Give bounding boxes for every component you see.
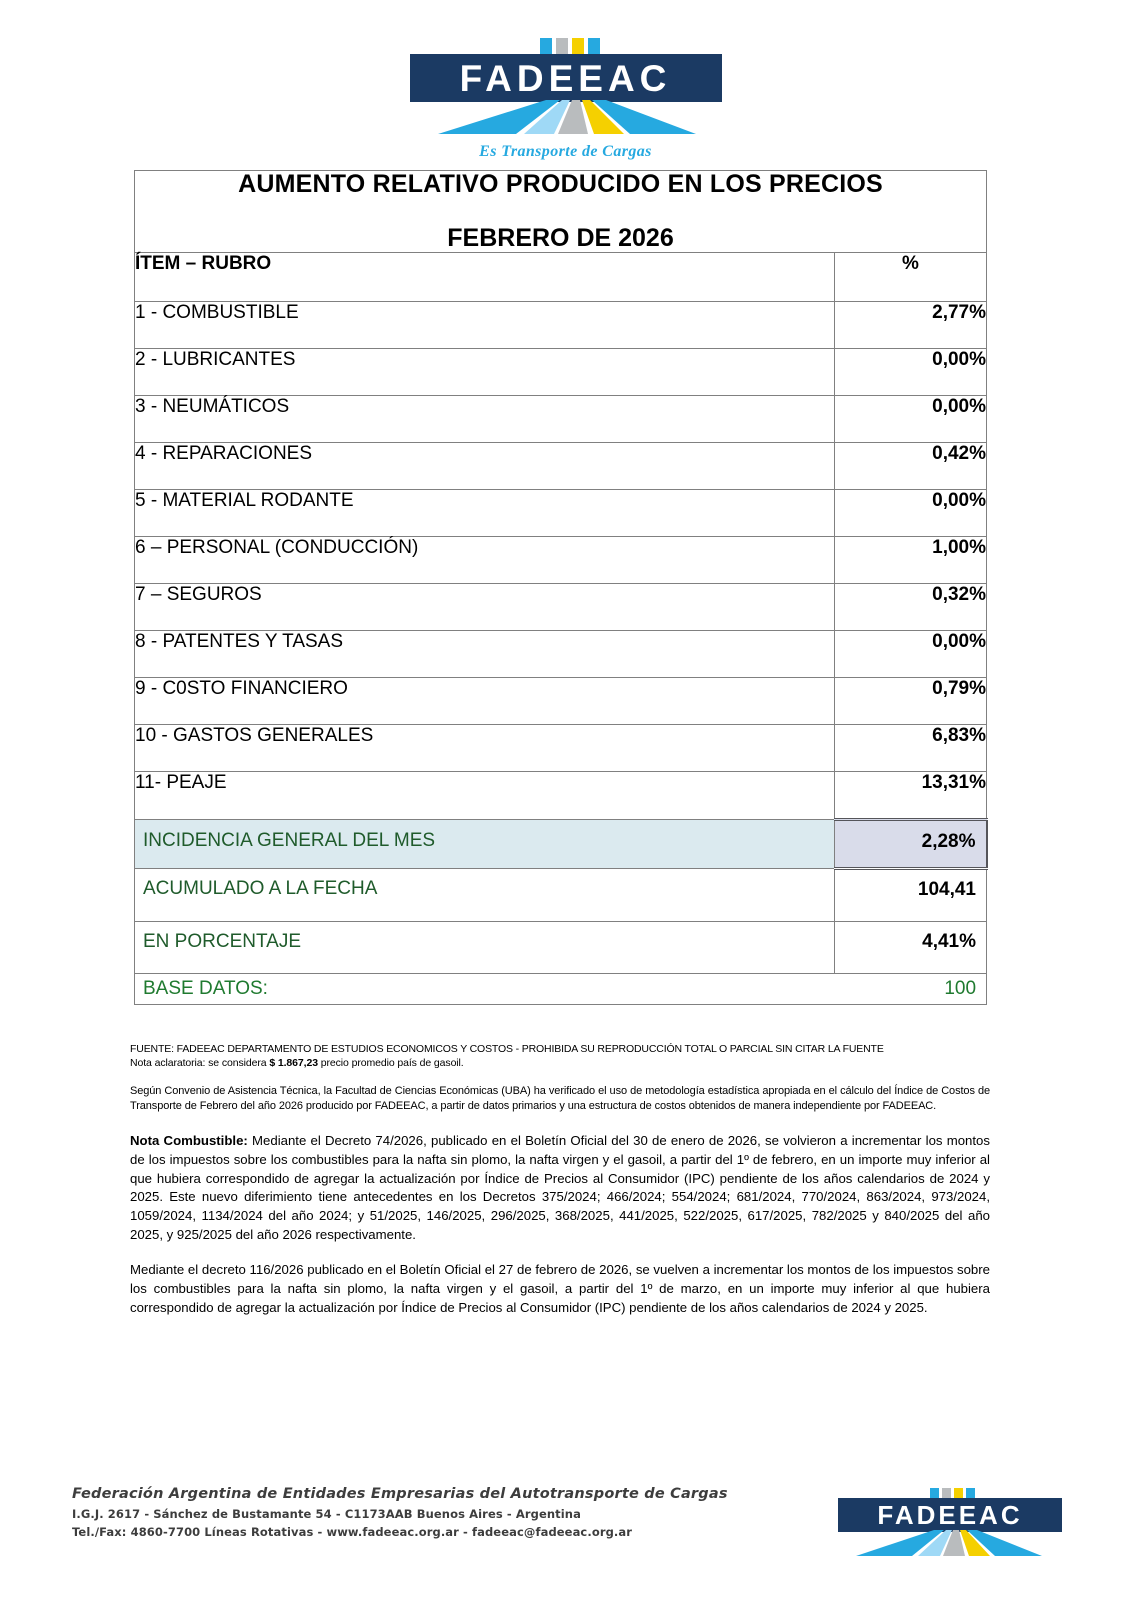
- row-value: 0,00%: [835, 489, 987, 536]
- footer-logo-road-icon: [850, 1530, 1050, 1556]
- note-clarification-pre: Nota aclaratoria: se considera: [130, 1057, 270, 1070]
- table-row: [135, 301, 987, 348]
- footer-org-name: Federación Argentina de Entidades Empresarias del Autotransporte de Cargas: [72, 1486, 728, 1502]
- table-row: [135, 489, 987, 536]
- logo-tagline: Es Transporte de Cargas: [479, 143, 652, 160]
- summary-value-incidencia: 2,28%: [835, 819, 987, 868]
- summary-label-incidencia: INCIDENCIA GENERAL DEL MES: [135, 819, 835, 868]
- footer-phone-web: Tel./Fax: 4860-7700 Líneas Rotativas - www.fadeeac.org.ar - fadeeac@fadeeac.org.ar: [72, 1525, 633, 1539]
- summary-value-acumulado: 104,41: [835, 868, 987, 921]
- page-footer: [72, 1486, 1062, 1564]
- row-value: 1,00%: [835, 536, 987, 583]
- table-row: [135, 395, 987, 442]
- table-row: [135, 442, 987, 489]
- row-label: 7 – SEGUROS: [135, 583, 835, 630]
- report-period: FEBRERO DE 2026: [447, 224, 674, 253]
- logo-wordmark: FADEEAC: [459, 57, 672, 99]
- row-label: 11- PEAJE: [135, 771, 835, 819]
- row-label: 6 – PERSONAL (CONDUCCIÓN): [135, 536, 835, 583]
- row-value: 2,77%: [835, 301, 987, 348]
- table-row: [135, 771, 987, 819]
- row-value: 6,83%: [835, 724, 987, 771]
- row-value: 0,79%: [835, 677, 987, 724]
- note-fuel-body: Mediante el Decreto 74/2026, publicado en el Boletín Oficial del 30 de enero de 2026, se volvieron a incrementar los montos de los impuestos sobre los combustibles para la nafta sin plomo, la nafta virgen y el gasoil, a partir del 1º de febrero, en un importe muy inferior al que hubiera correspondido de agregar la actualización por Índice de Precios al Consumidor (IPC) pendiente de los años calendarios de 2024 y 2025. Este nuevo diferimiento tiene antecedentes en los Decretos 375/2024; 466/2024; 554/2024; 681/2024, 770/2024, 863/2024, 973/2024, 1059/2024, 1134/2024 del año 2024; y 51/2025, 146/2025, 296/2025, 368/2025, 441/2025, 522/2025, 617/2025, 782/2025 y 840/2025 del año 2025, y 925/2025 del año 2026 respectivamente.: [130, 1133, 990, 1242]
- summary-value-base-datos: 100: [835, 973, 987, 1004]
- summary-row-acumulado: [135, 868, 987, 921]
- table-row: [135, 348, 987, 395]
- note-fuel: [130, 1132, 990, 1244]
- note-source: FUENTE: FADEEAC DEPARTAMENTO DE ESTUDIOS ECONOMICOS Y COSTOS - PROHIBIDA SU REPRODUCCIÓN TOTAL O PARCIAL SIN CITAR LA FUENTE: [130, 1043, 884, 1055]
- fadeeac-logo: [410, 38, 722, 133]
- summary-value-porcentaje: 4,41%: [835, 921, 987, 973]
- row-value: 0,00%: [835, 395, 987, 442]
- footer-fadeeac-logo: [838, 1488, 1062, 1564]
- row-label: 5 - MATERIAL RODANTE: [135, 489, 835, 536]
- row-label: 10 - GASTOS GENERALES: [135, 724, 835, 771]
- table-row: [135, 536, 987, 583]
- note-clarification-amount: $ 1.867,23: [269, 1057, 318, 1070]
- row-label: 4 - REPARACIONES: [135, 442, 835, 489]
- column-header-percent: %: [835, 252, 987, 301]
- footer-address: I.G.J. 2617 - Sánchez de Bustamante 54 - C1173AAB Buenos Aires - Argentina: [72, 1507, 581, 1521]
- header-logo: [0, 38, 1131, 161]
- row-label: 1 - COMBUSTIBLE: [135, 301, 835, 348]
- note-uba: Según Convenio de Asistencia Técnica, la Facultad de Ciencias Económicas (UBA) ha verificado el uso de metodología estadística apropiada en el cálculo del Índice de Costos de Transporte de Febrero del año 2026 producido por FADEEAC, a partir de datos primarios y una estructura de costos obtenidos de manera independiente por FADEEAC.: [130, 1085, 990, 1113]
- note-clarification-post: precio promedio país de gasoil.: [317, 1057, 464, 1070]
- table-row: [135, 630, 987, 677]
- note-clarification: [130, 1056, 990, 1070]
- row-label: 9 - C0STO FINANCIERO: [135, 677, 835, 724]
- footer-logo-wordmark-bar: [838, 1498, 1062, 1532]
- table-row: [135, 677, 987, 724]
- row-label: 3 - NEUMÁTICOS: [135, 395, 835, 442]
- summary-row-base-datos: [135, 973, 987, 1004]
- table-row: [135, 724, 987, 771]
- row-label: 2 - LUBRICANTES: [135, 348, 835, 395]
- note-fuel-second: Mediante el decreto 116/2026 publicado en el Boletín Oficial el 27 de febrero de 2026, se vuelven a incrementar los montos de los impuestos sobre los combustibles para la nafta sin plomo, la nafta virgen y el gasoil, a partir del 1º de marzo, en un importe muy inferior al que hubiera correspondido de agregar la actualización por Índice de Precios al Consumidor (IPC) pendiente de los años calendarios de 2024 y 2025.: [130, 1262, 990, 1315]
- notes-section: [130, 1042, 990, 1318]
- footer-contact-block: [72, 1486, 728, 1543]
- table-title-row: [135, 171, 987, 253]
- page-title: AUMENTO RELATIVO PRODUCIDO EN LOS PRECIOS: [238, 170, 883, 198]
- summary-row-porcentaje: [135, 921, 987, 973]
- report-title-cell: [135, 171, 987, 253]
- row-value: 0,00%: [835, 630, 987, 677]
- table-header-row: [135, 252, 987, 301]
- row-label: 8 - PATENTES Y TASAS: [135, 630, 835, 677]
- row-value: 0,42%: [835, 442, 987, 489]
- price-increase-table: [134, 170, 988, 1005]
- note-fuel-label: Nota Combustible:: [130, 1133, 248, 1149]
- summary-label-acumulado: ACUMULADO A LA FECHA: [135, 868, 835, 921]
- logo-wordmark-bar: [410, 54, 722, 102]
- footer-logo-wordmark: FADEEAC: [877, 1500, 1023, 1530]
- summary-row-incidencia: [135, 819, 987, 868]
- row-value: 0,32%: [835, 583, 987, 630]
- logo-road-icon: [428, 100, 708, 134]
- summary-label-porcentaje: EN PORCENTAJE: [135, 921, 835, 973]
- column-header-item: ÍTEM – RUBRO: [135, 252, 835, 301]
- row-value: 13,31%: [835, 771, 987, 819]
- table-row: [135, 583, 987, 630]
- row-value: 0,00%: [835, 348, 987, 395]
- summary-label-base-datos: BASE DATOS:: [135, 973, 835, 1004]
